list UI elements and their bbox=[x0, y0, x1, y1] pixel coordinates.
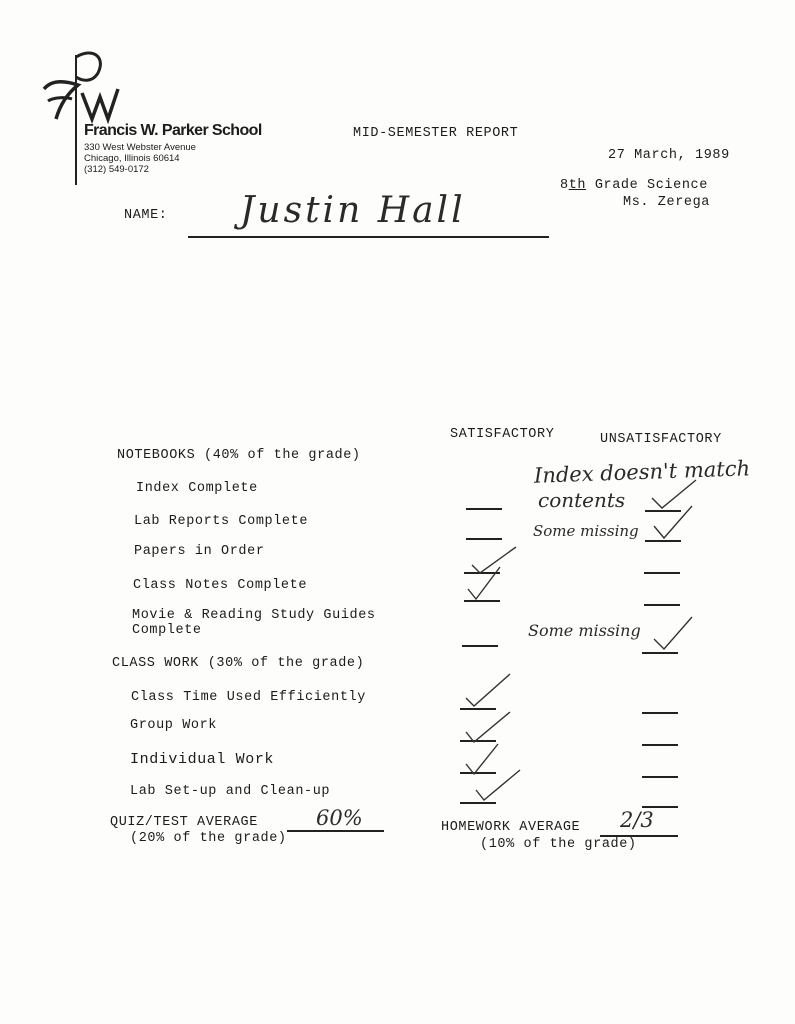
sat-blank-index bbox=[466, 508, 502, 510]
item-class-time: Class Time Used Efficiently bbox=[131, 690, 366, 705]
unsat-blank-class-notes bbox=[644, 604, 680, 606]
quiz-average-value: 60% bbox=[316, 806, 363, 830]
student-name-handwritten: Justin Hall bbox=[240, 190, 466, 231]
unsatisfactory-header: UNSATISFACTORY bbox=[600, 432, 722, 447]
school-address-line2: Chicago, Illinois 60614 bbox=[84, 153, 180, 164]
item-papers-in-order: Papers in Order bbox=[134, 544, 265, 559]
quiz-average-weight: (20% of the grade) bbox=[130, 831, 287, 846]
unsat-blank-lab-reports bbox=[645, 540, 681, 542]
check-icon-class-notes bbox=[466, 565, 506, 601]
comment-movie-guides: Some missing bbox=[528, 621, 641, 640]
class-work-heading: CLASS WORK (30% of the grade) bbox=[112, 656, 365, 671]
teacher-name: Ms. Zerega bbox=[623, 195, 711, 210]
item-lab-reports: Lab Reports Complete bbox=[134, 514, 309, 529]
item-lab-setup: Lab Set-up and Clean-up bbox=[130, 784, 331, 799]
report-date: 27 March, 1989 bbox=[608, 148, 730, 163]
unsat-blank-group-work bbox=[642, 744, 678, 746]
name-underline bbox=[188, 236, 549, 238]
quiz-average-underline bbox=[287, 830, 384, 832]
check-icon-lab-reports-unsat bbox=[652, 504, 696, 540]
check-icon-movie-guides-unsat bbox=[652, 615, 696, 653]
name-label: NAME: bbox=[124, 208, 168, 223]
homework-average-label: HOMEWORK AVERAGE bbox=[441, 820, 581, 835]
item-movie-guides-cont: Complete bbox=[132, 623, 202, 638]
check-icon-group-work bbox=[464, 710, 514, 744]
school-phone: (312) 549-0172 bbox=[84, 164, 149, 175]
sat-blank-lab-setup bbox=[460, 802, 496, 804]
school-name: Francis W. Parker School bbox=[84, 122, 262, 139]
item-group-work: Group Work bbox=[130, 718, 218, 733]
comment-index-line1: Index doesn't match bbox=[533, 456, 751, 488]
grade-suffix: th bbox=[568, 178, 587, 193]
unsat-blank-individual-work bbox=[642, 776, 678, 778]
quiz-average-label: QUIZ/TEST AVERAGE bbox=[110, 815, 258, 830]
course-name: Grade Science bbox=[594, 178, 708, 193]
report-title: MID-SEMESTER REPORT bbox=[353, 126, 519, 141]
item-individual-work: Individual Work bbox=[130, 751, 275, 768]
homework-average-underline bbox=[600, 835, 678, 837]
item-index-complete: Index Complete bbox=[136, 481, 258, 496]
unsat-blank-papers bbox=[644, 572, 680, 574]
sat-blank-movie-guides bbox=[462, 645, 498, 647]
check-icon-lab-setup bbox=[474, 768, 524, 802]
unsat-blank-class-time bbox=[642, 712, 678, 714]
grade-course bbox=[560, 178, 708, 193]
sat-blank-lab-reports bbox=[466, 538, 502, 540]
homework-average-weight: (10% of the grade) bbox=[480, 837, 637, 852]
comment-index-line2: contents bbox=[538, 488, 626, 512]
homework-average-value: 2/3 bbox=[620, 808, 654, 832]
check-icon-class-time bbox=[464, 672, 514, 708]
school-address-line1: 330 West Webster Avenue bbox=[84, 142, 196, 153]
satisfactory-header: SATISFACTORY bbox=[450, 427, 555, 442]
item-class-notes: Class Notes Complete bbox=[133, 578, 308, 593]
notebooks-heading: NOTEBOOKS (40% of the grade) bbox=[117, 448, 361, 463]
comment-lab-reports: Some missing bbox=[533, 522, 639, 540]
item-movie-guides: Movie & Reading Study Guides bbox=[132, 608, 376, 623]
grade-number: 8 bbox=[560, 178, 569, 193]
